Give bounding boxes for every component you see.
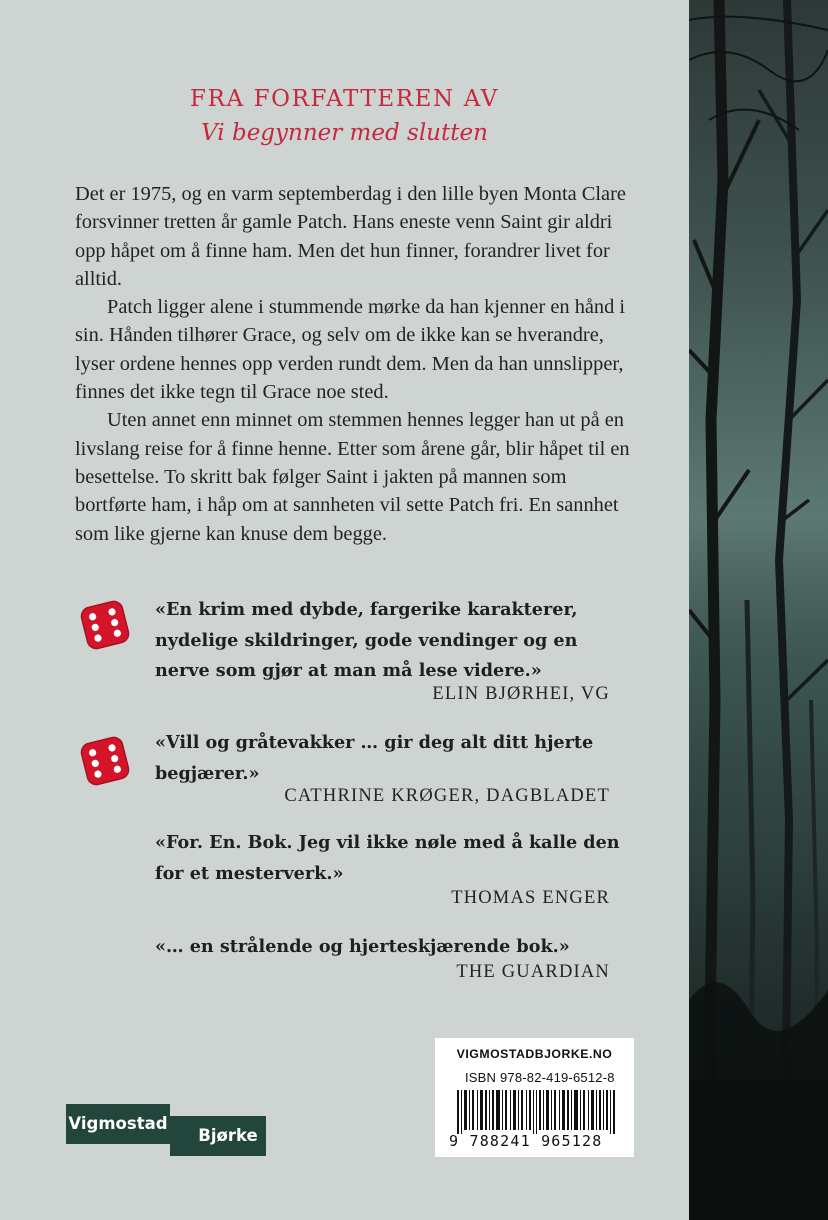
review-source: ELIN BJØRHEI, VG: [432, 684, 610, 704]
dice-six-icon: [78, 734, 132, 788]
dice-six-icon: [78, 598, 132, 652]
blurb-paragraph: Patch ligger alene i stummende mørke da han kjenner en hånd i sin. Hånden tilhører Grace, og selv om de ikke kan se hverandre, lyser ordene hennes opp verden rundt dem. Men da han unnslipper, finnes det ikke tegn til Grace noe sted.: [75, 296, 626, 404]
forest-trees-illustration: [689, 0, 828, 1220]
review-source: THOMAS ENGER: [451, 888, 610, 908]
review-quote: «For. En. Bok. Jeg vil ikke nøle med å kalle den for et mesterverk.»: [155, 832, 620, 884]
review-source: THE GUARDIAN: [456, 962, 610, 982]
review-quote: «Vill og gråtevakker … gir deg alt ditt hjerte begjærer.»: [155, 732, 594, 784]
heading-from-author: FRA FORFATTEREN AV: [190, 86, 499, 112]
blurb-paragraph: Det er 1975, og en varm septemberdag i den lille byen Monta Clare forsvinner tretten år gamle Patch. Hans eneste venn Saint gir aldri opp håpet om å finne ham. Men det hun finner, forandrer livet for alltid.: [75, 183, 626, 290]
review-quote: «En krim med dybde, fargerike karakterer, nydelige skildringer, gode vendinger og en nerve som gjør at man må lese videre.»: [155, 599, 578, 681]
barcode-bars: [447, 1090, 623, 1134]
review-source: CATHRINE KRØGER, DAGBLADET: [284, 786, 610, 806]
review-quote: «… en strålende og hjerteskjærende bok.»: [155, 936, 570, 957]
publisher-logo-vigmostad: Vigmostad: [66, 1104, 170, 1144]
publisher-website: VIGMOSTADBJORKE.NO: [456, 1047, 613, 1061]
publisher-logo-bjorke: Bjørke: [190, 1116, 266, 1156]
heading-previous-title: Vi begynner med slutten: [201, 120, 488, 146]
book-blurb: [75, 180, 635, 548]
isbn-barcode-label: [435, 1038, 634, 1157]
blurb-paragraph: Uten annet enn minnet om stemmen hennes legger han ut på en livslang reise for å finne henne. Etter som årene går, blir håpet til en besettelse. To skritt bak følger Saint i jakten på mannen som bortførte ham, i håp om at sannheten vil sette Patch fri. En sannhet som like gjerne kan knuse dem begge.: [75, 409, 630, 545]
isbn-number: ISBN 978-82-419-6512-8: [465, 1070, 615, 1085]
barcode-digits: 9 788241 965128: [449, 1132, 603, 1150]
forest-photo-strip: [689, 0, 828, 1220]
